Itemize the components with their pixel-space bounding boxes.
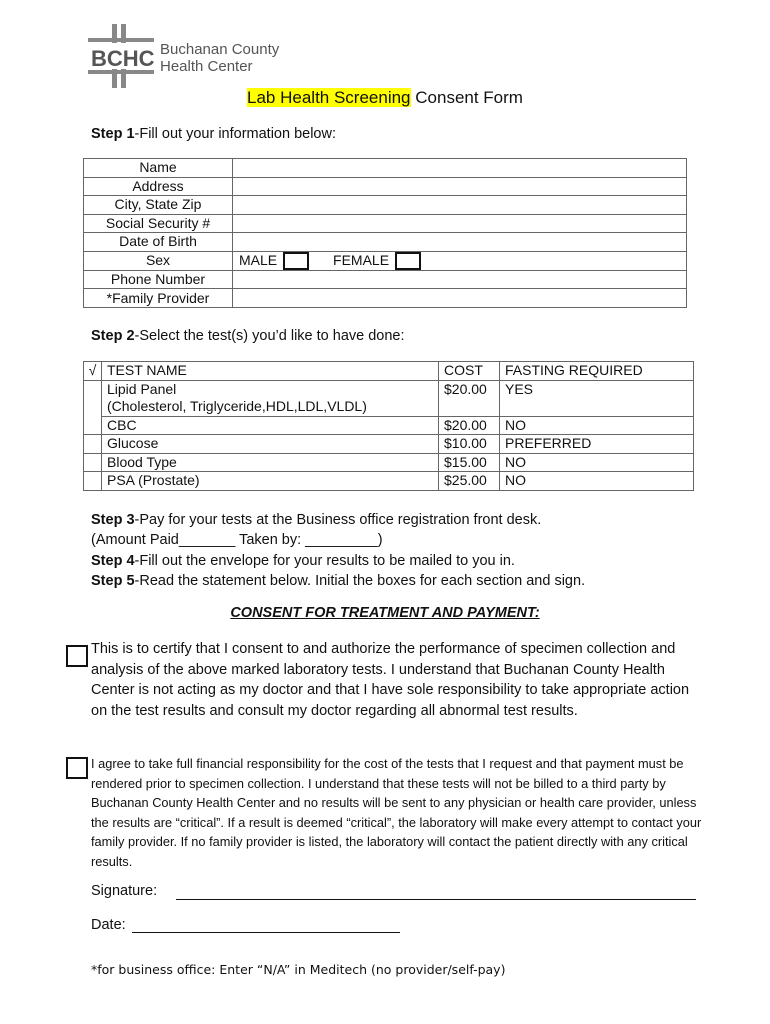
- title-highlight: Lab Health Screening: [247, 88, 411, 107]
- title-rest: Consent Form: [410, 88, 523, 107]
- info-row-name: [84, 159, 687, 178]
- cost-header: COST: [439, 362, 500, 381]
- test-cost: $15.00: [439, 453, 500, 472]
- signature-label: Signature:: [91, 883, 158, 899]
- male-checkbox[interactable]: [283, 252, 309, 270]
- consent-payment-text: I agree to take full financial responsibility for the cost of the tests that I request and that payment must be rendered prior to specimen collection. I understand that these tests will not be billed to a third party by Buchanan County Health Center and no results will be sent to any physician or health care provider, unless the results are “critical”. If a result is deemed “critical”, the laboratory will make every attempt to contact your family provider. If no family provider is listed, the laboratory will contact the patient directly with any critical results.: [91, 756, 702, 869]
- test-cost: $25.00: [439, 472, 500, 491]
- info-row-dob: [84, 233, 687, 252]
- table-row: [84, 380, 694, 416]
- info-label: Address: [84, 177, 233, 196]
- info-label: Name: [84, 159, 233, 178]
- test-fasting: NO: [500, 472, 694, 491]
- test-name: Blood Type: [102, 453, 439, 472]
- dob-field[interactable]: [233, 233, 687, 252]
- name-field[interactable]: [233, 159, 687, 178]
- test-cost: $20.00: [439, 380, 500, 416]
- table-row: [84, 435, 694, 454]
- info-row-address: [84, 177, 687, 196]
- tests-table: [83, 361, 694, 491]
- family-provider-field[interactable]: [233, 289, 687, 308]
- logo-abbr: BCHC: [91, 46, 155, 71]
- select-test-box[interactable]: [84, 472, 102, 491]
- consent-heading: CONSENT FOR TREATMENT AND PAYMENT:: [230, 605, 540, 621]
- info-label: Date of Birth: [84, 233, 233, 252]
- city-state-zip-field[interactable]: [233, 196, 687, 215]
- sex-field: [233, 251, 687, 270]
- test-name: CBC: [102, 416, 439, 435]
- business-office-footnote: *for business office: Enter “N/A” in Meditech (no provider/self-pay): [91, 962, 506, 977]
- info-row-ssn: [84, 214, 687, 233]
- date-line[interactable]: [132, 932, 400, 933]
- info-row-sex: [84, 251, 687, 270]
- form-title: [0, 88, 770, 108]
- step-3: Step 3-Pay for your tests at the Business office registration front desk.: [91, 512, 542, 528]
- test-name: Glucose: [102, 435, 439, 454]
- table-row: [84, 453, 694, 472]
- female-checkbox[interactable]: [395, 252, 421, 270]
- personal-info-table: [83, 158, 687, 308]
- test-fasting: PREFERRED: [500, 435, 694, 454]
- female-label: FEMALE: [333, 251, 390, 268]
- info-label: Phone Number: [84, 270, 233, 289]
- test-fasting: NO: [500, 416, 694, 435]
- test-name: Lipid Panel (Cholesterol, Triglyceride,HDL,LDL,VLDL): [102, 380, 439, 416]
- step-1: Step 1-Fill out your information below:: [91, 126, 336, 142]
- step-5: Step 5-Read the statement below. Initial the boxes for each section and sign.: [91, 573, 586, 589]
- test-name: PSA (Prostate): [102, 472, 439, 491]
- logo-line-2: Health Center: [160, 58, 253, 75]
- male-label: MALE: [239, 251, 278, 268]
- step-4: Step 4-Fill out the envelope for your results to be mailed to you in.: [91, 553, 515, 569]
- select-test-box[interactable]: [84, 435, 102, 454]
- consent-treatment-text: This is to certify that I consent to and authorize the performance of specimen collection and analysis of the above marked laboratory tests. I understand that Buchanan County Health Center is not acting as my doctor and that I have sole responsibility to take appropriate action on the test results and consult my doctor regarding all abnormal test results.: [91, 641, 690, 719]
- test-cost: $10.00: [439, 435, 500, 454]
- info-label: *Family Provider: [84, 289, 233, 308]
- test-fasting: NO: [500, 453, 694, 472]
- tests-header-row: [84, 362, 694, 381]
- table-row: [84, 472, 694, 491]
- amount-paid-line: (Amount Paid_______ Taken by: _________): [91, 532, 383, 548]
- info-label: City, State Zip: [84, 196, 233, 215]
- phone-field[interactable]: [233, 270, 687, 289]
- ssn-field[interactable]: [233, 214, 687, 233]
- date-label: Date:: [91, 917, 126, 933]
- info-label: Social Security #: [84, 214, 233, 233]
- check-column-header: √: [84, 362, 102, 381]
- info-row-city: [84, 196, 687, 215]
- select-test-box[interactable]: [84, 453, 102, 472]
- initial-box-payment[interactable]: [66, 757, 88, 779]
- step-2: Step 2-Select the test(s) you’d like to have done:: [91, 328, 405, 344]
- signature-line[interactable]: [176, 899, 696, 900]
- table-row: [84, 416, 694, 435]
- initial-box-treatment[interactable]: [66, 645, 88, 667]
- info-label: Sex: [84, 251, 233, 270]
- logo-org-name: [160, 41, 279, 75]
- test-name-header: TEST NAME: [102, 362, 439, 381]
- select-test-box[interactable]: [84, 380, 102, 435]
- test-cost: $20.00: [439, 416, 500, 435]
- info-row-provider: [84, 289, 687, 308]
- address-field[interactable]: [233, 177, 687, 196]
- logo-line-1: Buchanan County: [160, 41, 280, 58]
- fasting-header: FASTING REQUIRED: [500, 362, 694, 381]
- info-row-phone: [84, 270, 687, 289]
- test-fasting: YES: [500, 380, 694, 416]
